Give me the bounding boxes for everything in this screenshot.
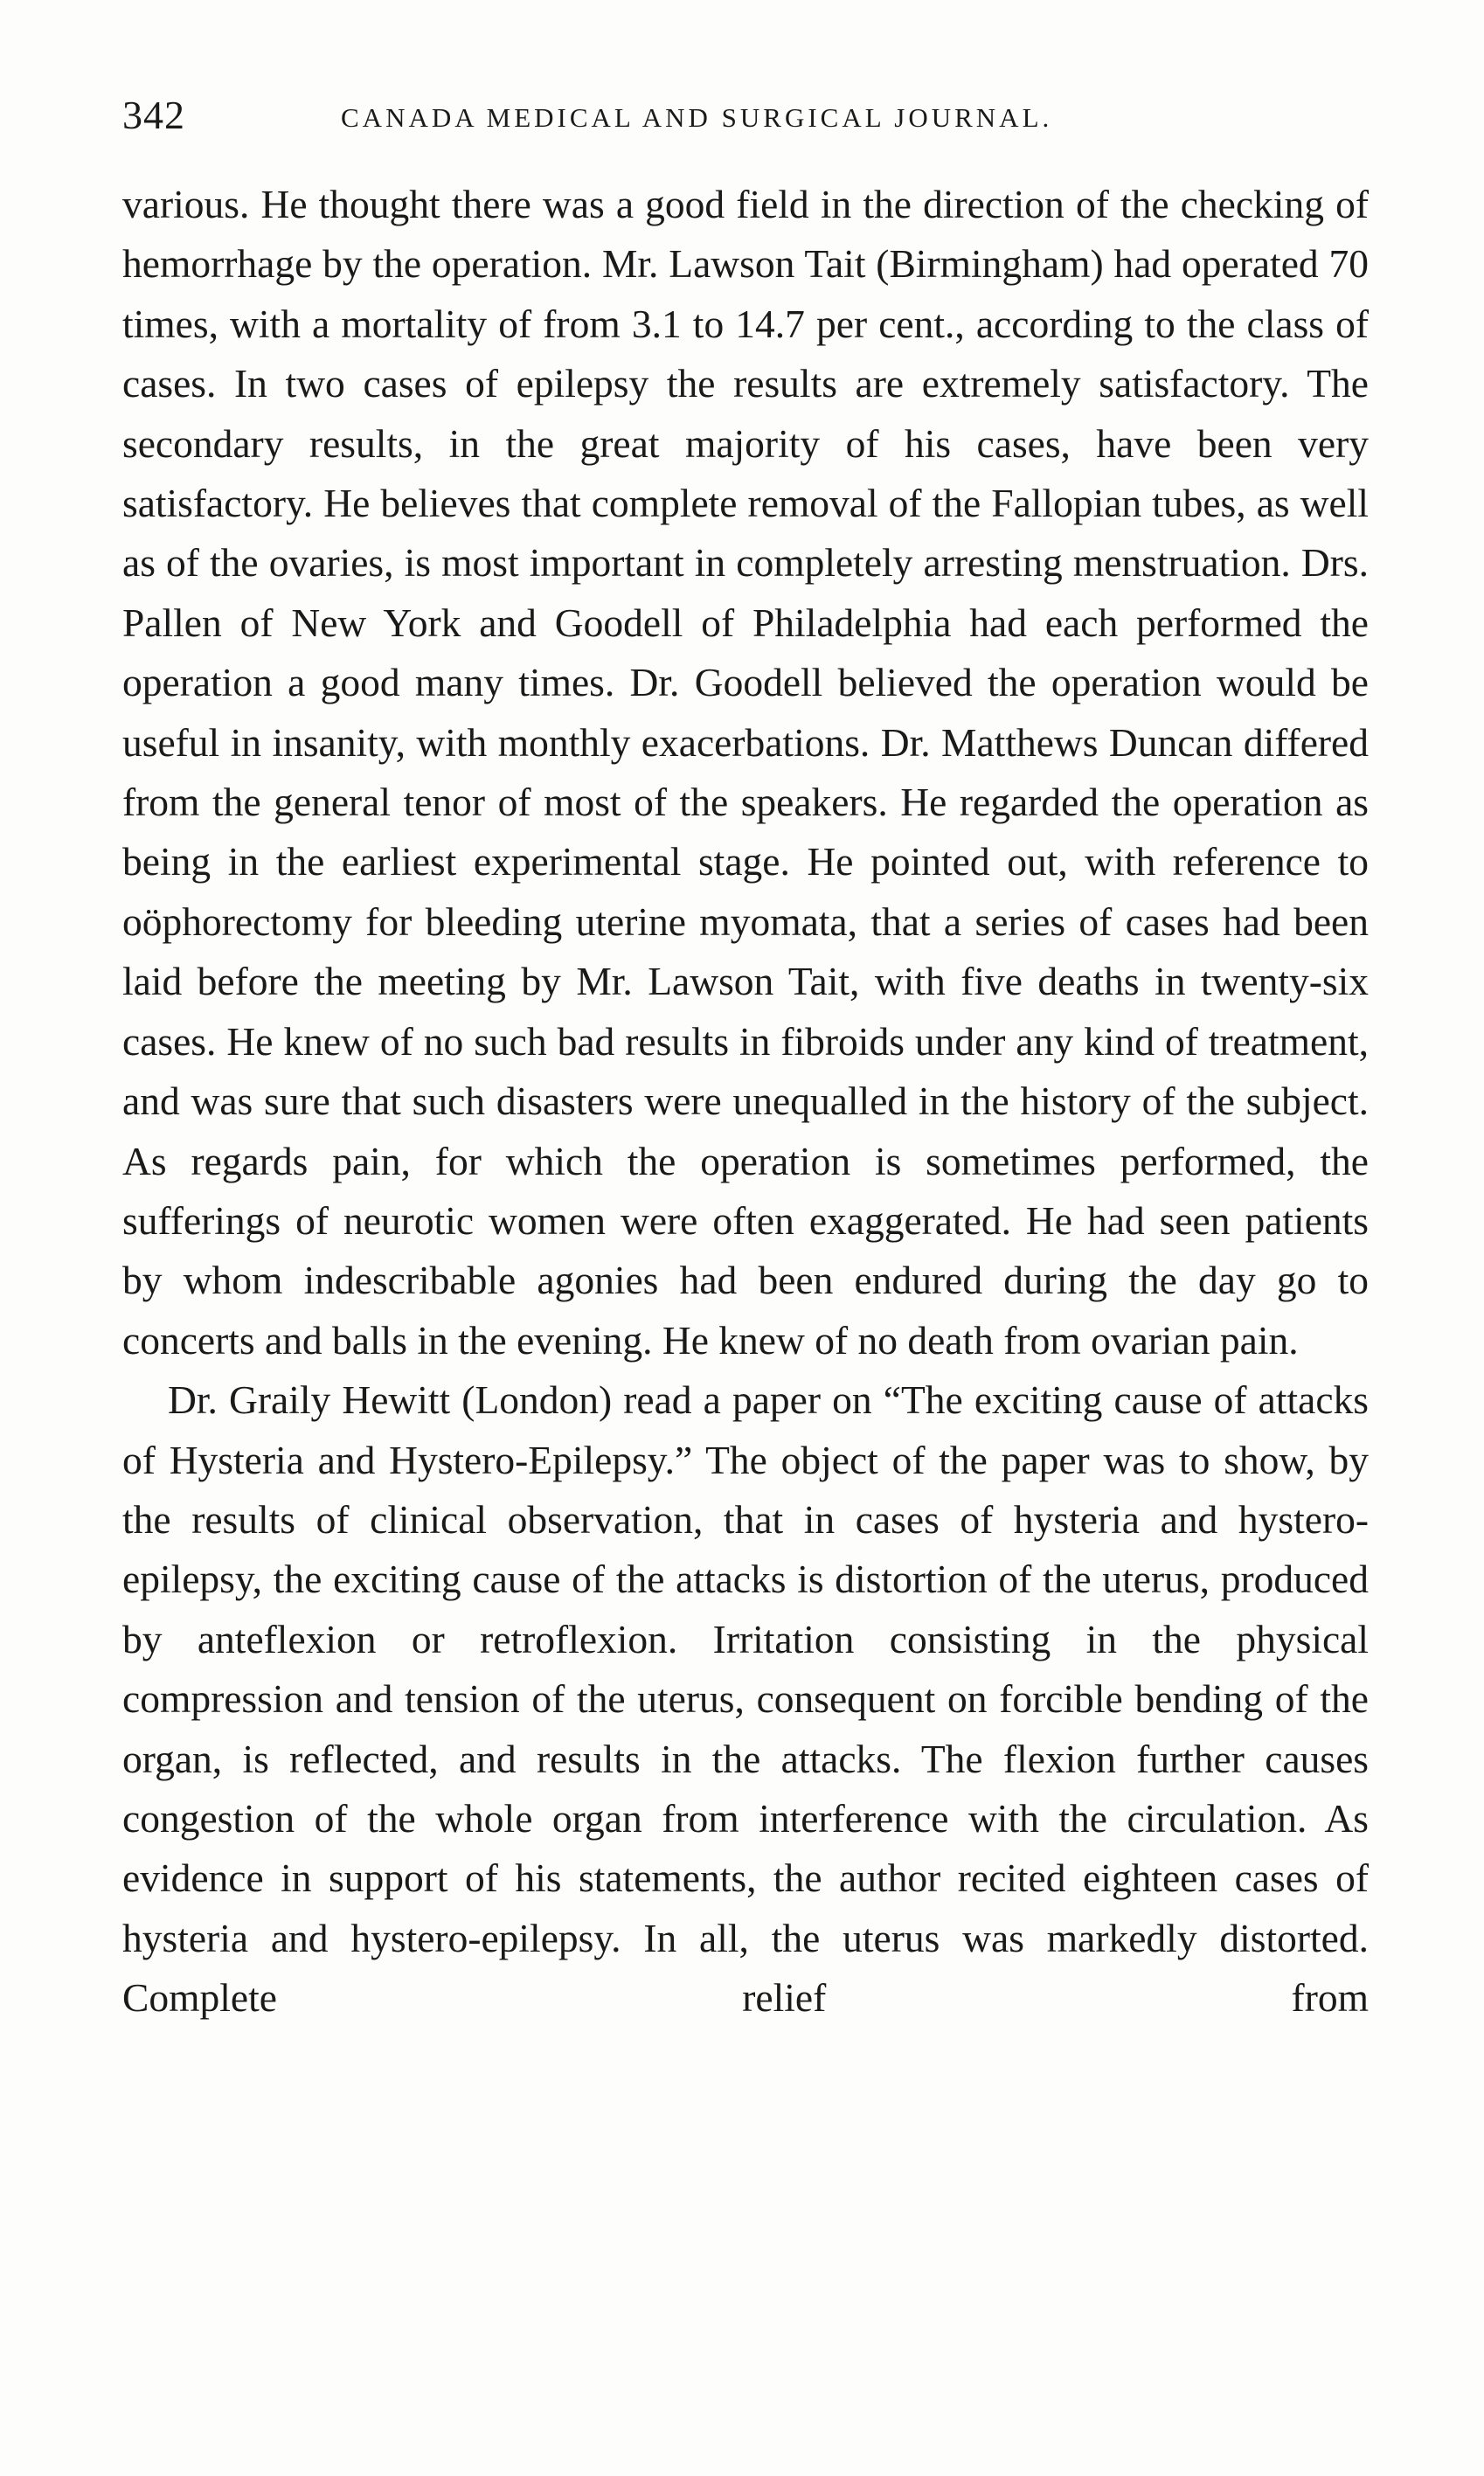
article-body — [122, 175, 1369, 2029]
paragraph-discussion-continued: various. He thought there was a good field in the direction of the checking of hemorrhage by the operation. Mr. Lawson Tait (Birmingham) had operated 70 times, with a mortality of from 3.1 to 14.7 per cent., according to the class of cases. In two cases of epilepsy the results are extremely satisfactory. The secondary results, in the great majority of his cases, have been very satisfactory. He believes that complete removal of the Fallopian tubes, as well as of the ovaries, is most important in completely arresting menstruation. Drs. Pallen of New York and Goodell of Philadelphia had each performed the operation a good many times. Dr. Goodell believed the operation would be useful in insanity, with monthly exacerbations. Dr. Matthews Duncan differed from the general tenor of most of the speakers. He regarded the operation as being in the earliest experimental stage. He pointed out, with reference to oöphorectomy for bleeding uterine myomata, that a series of cases had been laid before the meeting by Mr. Lawson Tait, with five deaths in twenty-six cases. He knew of no such bad results in fibroids under any kind of treatment, and was sure that such disasters were unequalled in the history of the subject. As regards pain, for which the operation is sometimes performed, the sufferings of neurotic women were often exaggerated. He had seen patients by whom indescribable agonies had been endured during the day go to concerts and balls in the evening. He knew of no death from ovarian pain. — [122, 182, 1369, 1363]
page-number: 342 — [122, 93, 185, 137]
paragraph-hewitt-paper: Dr. Graily Hewitt (London) read a paper on “The exciting cause of attacks of Hysteria and Hystero-Epilepsy.” The object of the paper was to show, by the results of clinical observation, that in cases of hysteria and hystero-epilepsy, the exciting cause of the attacks is distortion of the uterus, produced by anteflexion or retroflexion. Irritation consisting in the physical compression and tension of the uterus, consequent on forcible bending of the organ, is reflected, and results in the attacks. The flexion further causes congestion of the whole organ from interference with the circulation. As evidence in support of his statements, the author recited eighteen cases of hysteria and hystero-epilepsy. In all, the uterus was markedly distorted. Complete relief from — [122, 1377, 1369, 2021]
journal-title: CANADA MEDICAL AND SURGICAL JOURNAL. — [341, 102, 1053, 133]
running-head — [122, 89, 1363, 142]
